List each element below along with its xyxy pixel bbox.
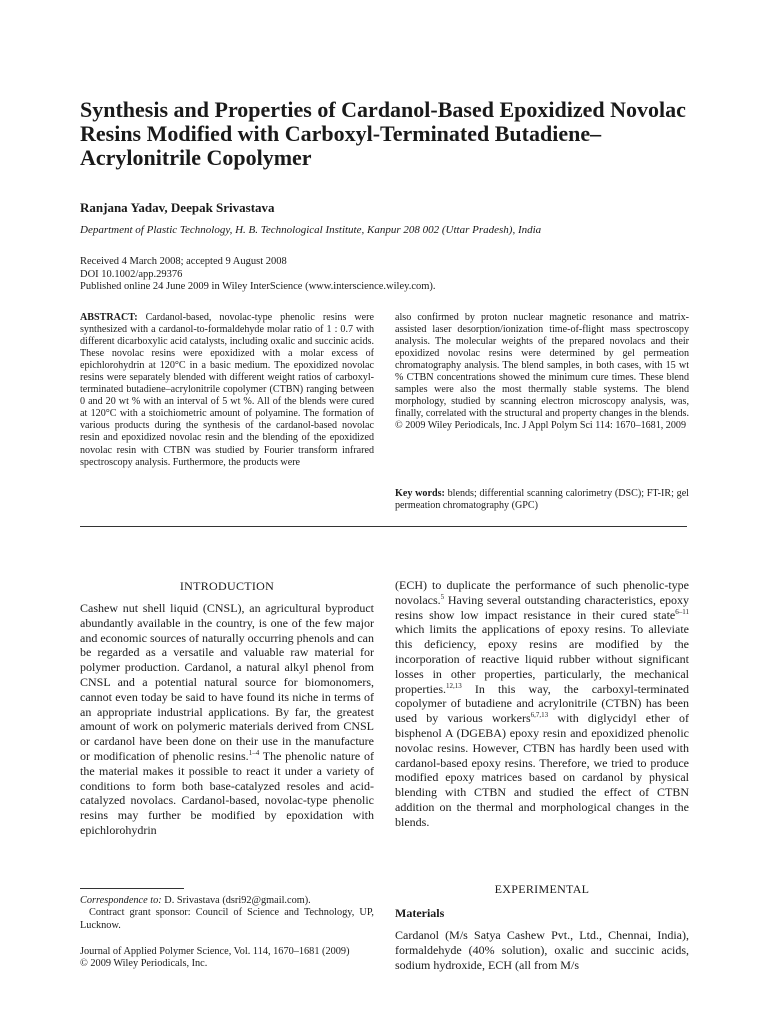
grant-sponsor: Contract grant sponsor: Council of Science and Technology, UP, Lucknow.: [80, 907, 374, 931]
keywords: [395, 488, 689, 512]
abstract-label: ABSTRACT:: [80, 312, 138, 323]
introduction-continued: [395, 578, 689, 830]
intro-paragraph-a: Cashew nut shell liquid (CNSL), an agricultural byproduct abundantly available in the country, is one of the few major and economic sources of naturally occurring phenols and can be regarded as a versatile and valuable raw material for polymer production. Cardanol, a natural alkyl phenol from CNSL and a potential natural source for biomonomers, cannot even today be said to have found its niche in terms of an appropriate industrial applications. By far, the greatest amount of work on polymeric materials derived from CNSL or cardanol have been done on their use in the manufacture or modification of phenolic resins.: [80, 601, 374, 763]
experimental-heading: EXPERIMENTAL: [494, 882, 590, 896]
doi: DOI 10.1002/app.29376: [80, 268, 183, 280]
intro-right-d: In this way, the carboxyl-terminated copolymer of butadiene and acrylonitrile (CTBN) has been used by various workers: [395, 681, 689, 726]
section-divider: [80, 526, 687, 527]
journal-citation: Journal of Applied Polymer Science, Vol. 114, 1670–1681 (2009): [80, 946, 350, 957]
intro-right-b: Having several outstanding characteristics, epoxy resins show low impact resistance in their cured state: [395, 592, 689, 622]
citation: 12,13: [445, 681, 462, 690]
abstract-right: [395, 312, 689, 432]
correspondence-text: D. Srivastava (dsri92@gmail.com).: [161, 895, 311, 906]
keywords-label: Key words:: [395, 488, 445, 499]
intro-right-a: (ECH) to duplicate the performance of such phenolic-type novolacs.: [395, 578, 689, 607]
paper-title: Synthesis and Properties of Cardanol-Based Epoxidized Novolac Resins Modified with Carboxyl-Terminated Butadiene–Acrylonitrile Copolymer: [80, 97, 686, 170]
citation: 6,7,13: [530, 711, 549, 720]
materials-heading: Materials: [395, 906, 445, 920]
author-list: Ranjana Yadav, Deepak Srivastava: [80, 200, 275, 215]
affiliation: Department of Plastic Technology, H. B. Technological Institute, Kanpur 208 002 (Uttar Pradesh), India: [80, 224, 542, 236]
intro-right-c: which limits the applications of epoxy resins. To alleviate this deficiency, epoxy resins are modified by the incorporation of reactive liquid rubber without significant losses in other properties, particularly, the mechanical properties.: [395, 622, 689, 696]
journal-info: [80, 946, 374, 971]
received-dates: Received 4 March 2008; accepted 9 August 2008: [80, 256, 287, 267]
correspondence-label: Correspondence to:: [80, 895, 162, 906]
abstract-left: [80, 312, 374, 469]
citation: 5: [440, 592, 445, 601]
copyright: © 2009 Wiley Periodicals, Inc.: [80, 958, 208, 970]
intro-paragraph-b: The phenolic nature of the material makes it possible to react it under a variety of conditions to form both base-catalyzed resoles and acid-catalyzed novolacs. Cardanol-based, novolac-type phenolic resins may further be modified by epoxidation with epichlorohydrin: [80, 748, 374, 837]
footnote: [80, 895, 374, 932]
keywords-text: blends; differential scanning calorimetry (DSC); FT-IR; gel permeation chromatography (GPC): [395, 488, 689, 512]
article-history: [80, 256, 700, 294]
abstract-text-left: Cardanol-based, novolac-type phenolic resins were synthesized with a cardanol-to-formaldehyde molar ratio of 1 : 0.7 with different dicarboxylic acid catalysts, including oxalic and succinic acids. These novolac resins were epoxidized with a molar excess of epichlorohydrin at 120°C in a basic medium. The epoxidized novolac resins were separately blended with different weight ratios of carboxyl-terminated butadiene–acrylonitrile copolymer (CTBN) ranging between 0 and 20 wt % with an interval of 5 wt %. All of the blends were cured at 120°C with a stoichiometric amount of polyamine. The formation of various products during the synthesis of the cardanol-based novolac resin and epoxidized novolac resin and the blending of the epoxidized novolac resin with CTBN was studied by Fourier transform infrared spectroscopy analysis. Furthermore, the products were: [80, 312, 374, 468]
citation: 1–4: [248, 748, 260, 757]
materials-text: Cardanol (M/s Satya Cashew Pvt., Ltd., Chennai, India), formaldehyde (40% solution), oxalic and succinic acids, sodium hydroxide, ECH (all from M/s: [395, 928, 689, 972]
intro-right-e: with diglycidyl ether of bisphenol A (DGEBA) epoxy resin and epoxidized phenolic novolac resins. However, CTBN has hardly been used with cardanol-based epoxy resins. Therefore, we tried to produce modified epoxy matrices based on cardanol by physical blending with CTBN and studied the effect of CTBN addition on the thermal and morphological changes in the blends.: [395, 711, 689, 829]
footnote-divider: [80, 888, 184, 889]
abstract-text-right: also confirmed by proton nuclear magnetic resonance and matrix-assisted laser desorption/ionization time-of-flight mass spectroscopy analysis. The molecular weights of the prepared novolacs and their epoxidized novolac resins were determined by gel permeation chromatography analysis. The blend samples, in both cases, with 15 wt % CTBN concentrations showed the minimum cure times. These blend samples were also the most thermally stable systems. The blend morphology, studied by scanning electron microscopy analysis, was, finally, correlated with the structural and property changes in the blends. © 2009 Wiley Periodicals, Inc. J Appl Polym Sci 114: 1670–1681, 2009: [395, 312, 689, 432]
published-online: Published online 24 June 2009 in Wiley InterScience (www.interscience.wiley.com).: [80, 281, 436, 292]
introduction-heading: INTRODUCTION: [179, 579, 275, 593]
citation: 6–11: [675, 607, 689, 616]
introduction-text: [80, 601, 374, 838]
